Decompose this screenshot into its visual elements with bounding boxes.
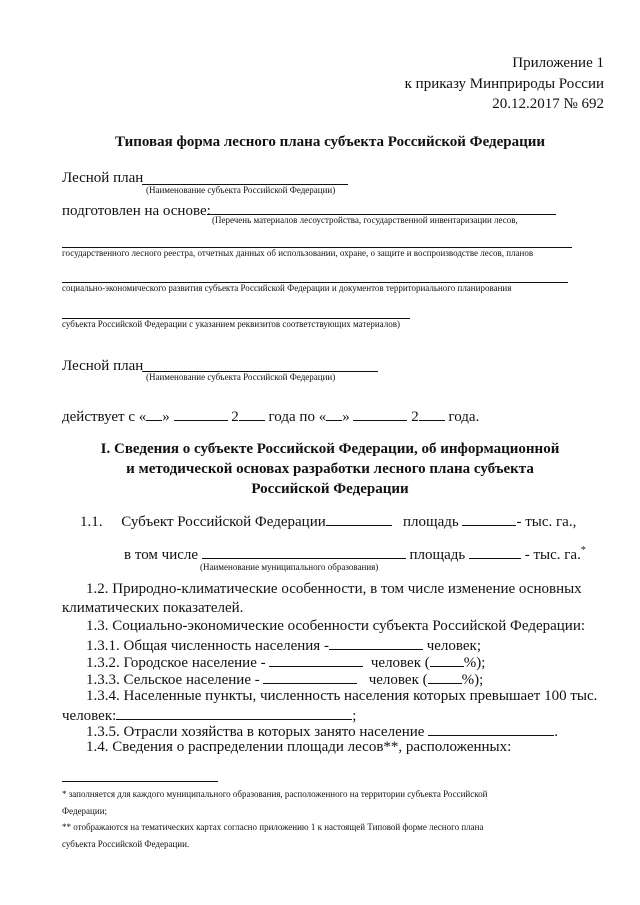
section-heading-line-1: I. Сведения о субъекте Российской Федерации, об информационной <box>100 441 560 457</box>
validity-quote-2: » <box>342 409 350 425</box>
start-month-field[interactable] <box>174 407 228 421</box>
item-1-3-1-label: 1.3.1. Общая численность населения - <box>86 638 329 654</box>
population-field[interactable] <box>329 636 423 650</box>
forest-plan-label-2: Лесной план <box>62 358 144 374</box>
subject-field[interactable] <box>326 512 392 526</box>
item-1-3-3-label: 1.3.3. Сельское население - <box>86 672 260 688</box>
industries-field[interactable] <box>428 722 554 736</box>
item-1-3-5-end: . <box>554 724 558 740</box>
document-title: Типовая форма лесного плана субъекта Российской Федерации <box>115 134 546 150</box>
rural-percent-field[interactable] <box>428 670 462 684</box>
end-day-field[interactable] <box>326 407 342 421</box>
item-1-3-2-percent: %); <box>463 655 486 671</box>
validity-prefix: действует с « <box>62 409 147 425</box>
item-1-1-area-unit: - тыс. га., <box>516 514 577 530</box>
footnote-2-line-2: субъекта Российской Федерации. <box>62 839 190 849</box>
item-1-3-4-line-1: 1.3.4. Населенные пункты, численность населения которых превышает 100 тыс. <box>86 688 598 704</box>
validity-end: года. <box>448 409 480 425</box>
area-field[interactable] <box>462 512 516 526</box>
item-1-3-3-unit: человек ( <box>368 672 428 688</box>
urban-percent-field[interactable] <box>430 653 464 667</box>
item-1-3-3 <box>86 670 483 689</box>
subject-name-hint: (Наименование субъекта Российской Федерации) <box>146 185 336 195</box>
start-year-prefix: 2 <box>231 409 239 425</box>
settlements-field[interactable] <box>116 706 352 720</box>
item-1-1-number: 1.1. <box>80 514 103 530</box>
item-1-1-area-label: площадь <box>403 514 459 530</box>
item-1-3-4-label: человек: <box>62 708 117 724</box>
urban-population-field[interactable] <box>269 653 363 667</box>
start-day-field[interactable] <box>146 407 162 421</box>
footnote-2-line-1: ** отображаются на тематических картах согласно приложению 1 к настоящей Типовой форме лесного плана <box>62 822 484 832</box>
item-1-3-1-unit: человек; <box>426 638 481 654</box>
footnote-separator <box>62 781 218 782</box>
section-heading-line-3: Российской Федерации <box>251 481 409 497</box>
based-on-label: подготовлен на основе: <box>62 203 211 219</box>
item-1-3-2-label: 1.3.2. Городское население - <box>86 655 266 671</box>
section-heading-line-2: и методической основах разработки лесного плана субъекта <box>126 461 534 477</box>
municipality-area-unit: - тыс. га. <box>524 547 581 563</box>
item-1-2-line-1: 1.2. Природно-климатические особенности, в том числе изменение основных <box>86 581 582 597</box>
item-1-2-line-2: климатических показателей. <box>62 600 244 616</box>
footnote-marker: * <box>580 545 586 556</box>
item-1-3-5-label: 1.3.5. Отрасли хозяйства в которых занято население <box>86 724 425 740</box>
end-month-field[interactable] <box>353 407 407 421</box>
including-label: в том числе <box>124 547 199 563</box>
validity-mid: года по « <box>268 409 327 425</box>
forest-plan-label: Лесной план <box>62 170 144 186</box>
municipality-area-label: площадь <box>409 547 466 563</box>
appendix-label: Приложение 1 <box>512 55 604 71</box>
municipality-field[interactable] <box>202 545 406 559</box>
materials-hint-4: субъекта Российской Федерации с указанием реквизитов соответствующих материалов) <box>62 319 400 329</box>
item-1-3: 1.3. Социально-экономические особенности субъекта Российской Федерации: <box>86 618 586 634</box>
item-1-1 <box>80 512 576 531</box>
order-label: к приказу Минприроды России <box>404 76 604 92</box>
item-1-3-2-unit: человек ( <box>370 655 430 671</box>
subject-name-hint-2: (Наименование субъекта Российской Федерации) <box>146 372 336 382</box>
item-1-3-3-percent: %); <box>461 672 484 688</box>
materials-hint-3: социально-экономического развития субъекта Российской Федерации и документов территориального планирования <box>62 283 512 293</box>
item-1-3-4-end: ; <box>352 708 357 724</box>
item-1-1-subject-label: Субъект Российской Федерации <box>121 514 326 530</box>
order-date-number: 20.12.2017 № 692 <box>492 96 604 112</box>
municipality-area-field[interactable] <box>469 545 521 559</box>
footnote-1-line-1: * заполняется для каждого муниципального образования, расположенного на территории субъекта Российской <box>62 789 488 799</box>
validity-line <box>62 407 479 426</box>
validity-quote-1: » <box>162 409 170 425</box>
item-1-4: 1.4. Сведения о распределении площади лесов**, расположенных: <box>86 739 512 755</box>
materials-hint-1: (Перечень материалов лесоустройства, государственной инвентаризации лесов, <box>212 215 518 225</box>
end-year-prefix: 2 <box>411 409 419 425</box>
materials-hint-2: государственного лесного реестра, отчетных данных об использовании, охране, о защите и воспроизводстве лесов, планов <box>62 248 534 258</box>
municipality-hint: (Наименование муниципального образования) <box>200 562 379 572</box>
start-year-field[interactable] <box>239 407 265 421</box>
footnote-1-line-2: Федерации; <box>62 806 108 816</box>
rural-population-field[interactable] <box>263 670 357 684</box>
end-year-field[interactable] <box>419 407 445 421</box>
